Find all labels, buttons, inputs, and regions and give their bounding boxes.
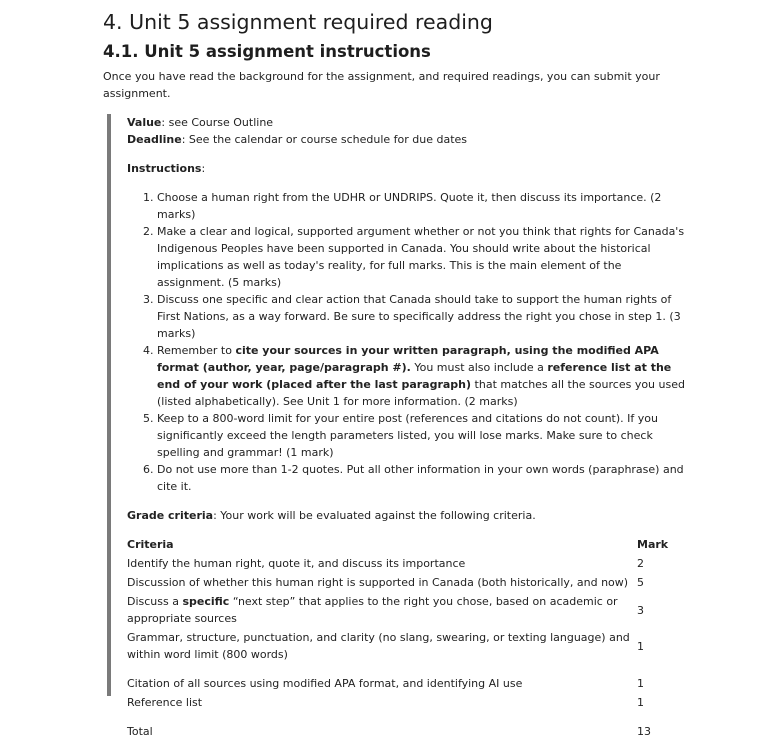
text-run: Discuss a: [127, 595, 183, 608]
assignment-box: [107, 114, 691, 738]
text-run: You must also include a: [410, 361, 548, 374]
value-line: [127, 114, 687, 131]
grade-text: : Your work will be evaluated against the following criteria.: [213, 509, 536, 522]
list-item-text: [157, 293, 681, 340]
criteria-cell: [127, 711, 631, 740]
text-run: Make a clear and logical, supported argument whether or not you think that rights for Canada's Indigenous Peoples have been supported in Canada. You should write about the historical implications as well as today's reality, for full marks. This is the main element of the assignment. (5 marks): [157, 225, 685, 289]
text-run: “next step” that applies to the right you chose, based on academic or appropriate sources: [127, 595, 618, 625]
list-item-number: 1.: [143, 191, 154, 204]
text-run: Reference list: [127, 696, 203, 709]
table-header-row: [127, 536, 675, 553]
intro-text: Once you have read the background for the assignment, and required readings, you can submit your assignment.: [103, 70, 660, 100]
bold-text: specific: [182, 595, 230, 608]
mark-cell: 1: [637, 639, 644, 653]
list-item: [127, 291, 687, 342]
text-run: Remember to: [157, 344, 236, 357]
mark-header: Mark: [637, 538, 669, 551]
list-item: [127, 223, 687, 291]
criteria-cell: [127, 553, 631, 572]
text-run: Discussion of whether this human right is supported in Canada (both historically, and now): [127, 576, 629, 589]
bold-text: cite your sources in your written paragraph, using the modified APA format (author, year, page/paragraph #).: [157, 344, 659, 374]
list-item-text: [157, 463, 684, 493]
mark-cell: 2: [637, 557, 644, 570]
instructions-list: [127, 189, 687, 495]
mark-cell: 13: [637, 725, 651, 738]
criteria-cell: [127, 572, 631, 591]
page-heading: 4. Unit 5 assignment required reading: [103, 10, 493, 34]
text-run: Grammar, structure, punctuation, and clarity (no slang, swearing, or texting language) and within word limit (800 words): [127, 631, 630, 661]
mark-cell: 5: [637, 576, 644, 589]
criteria-table: [127, 536, 675, 740]
mark-cell: 3: [637, 603, 644, 617]
list-item-number: 4.: [143, 344, 154, 357]
mark-cell: 1: [637, 677, 644, 690]
list-item-text: [157, 225, 684, 289]
table-row: [127, 663, 675, 692]
text-run: that matches all the sources you used (listed alphabetically). See Unit 1 for more information. (2 marks): [157, 378, 685, 408]
value-label: Value: [127, 116, 162, 129]
instructions-colon: :: [201, 162, 206, 175]
table-body: [127, 553, 675, 740]
section-heading: 4.1. Unit 5 assignment instructions: [103, 42, 431, 61]
assignment-content: [127, 114, 687, 740]
text-run: Do not use more than 1-2 quotes. Put all other information in your own words (paraphrase) and cite it.: [157, 463, 684, 493]
criteria-cell: [127, 627, 631, 663]
table-row: [127, 572, 675, 591]
table-row: [127, 591, 675, 627]
grade-line: [127, 507, 687, 524]
deadline-label: Deadline: [127, 133, 182, 146]
instructions-label: Instructions: [127, 162, 202, 175]
list-item: [127, 342, 687, 410]
criteria-cell: [127, 663, 631, 692]
value-text: : see Course Outline: [161, 116, 274, 129]
text-run: Choose a human right from the UDHR or UNDRIPS. Quote it, then discuss its importance. (2 marks): [157, 191, 662, 221]
list-item: [127, 461, 687, 495]
list-item-number: 3.: [143, 293, 154, 306]
table-row: [127, 711, 675, 740]
mark-cell: 1: [637, 696, 644, 709]
text-run: Keep to a 800-word limit for your entire post (references and citations do not count). If you significantly exceed the length parameters listed, you will lose marks. Make sure to check spelling and grammar! (1 mark): [157, 412, 658, 459]
criteria-header: Criteria: [127, 538, 174, 551]
list-item-text: [157, 412, 658, 459]
text-run: Citation of all sources using modified APA format, and identifying AI use: [127, 677, 523, 690]
table-row: [127, 553, 675, 572]
text-run: Total: [127, 725, 153, 738]
deadline-line: [127, 131, 687, 148]
list-item-text: [157, 344, 685, 408]
table-row: [127, 692, 675, 711]
list-item-number: 6.: [143, 463, 154, 476]
criteria-cell: [127, 692, 631, 711]
text-run: Identify the human right, quote it, and discuss its importance: [127, 557, 466, 570]
instructions-heading: [127, 160, 687, 177]
list-item-number: 5.: [143, 412, 154, 425]
list-item-text: [157, 191, 661, 221]
bold-text: reference list at the end of your work (placed after the last paragraph): [157, 361, 672, 391]
text-run: Discuss one specific and clear action that Canada should take to support the human rights of First Nations, as a way forward. Be sure to specifically address the right you chose in step 1. (3 marks): [157, 293, 681, 340]
table-row: [127, 627, 675, 663]
list-item: [127, 410, 687, 461]
deadline-text: : See the calendar or course schedule for due dates: [181, 133, 468, 146]
list-item-number: 2.: [143, 225, 154, 238]
criteria-cell: [127, 591, 631, 627]
grade-label: Grade criteria: [127, 509, 214, 522]
list-item: [127, 189, 687, 223]
